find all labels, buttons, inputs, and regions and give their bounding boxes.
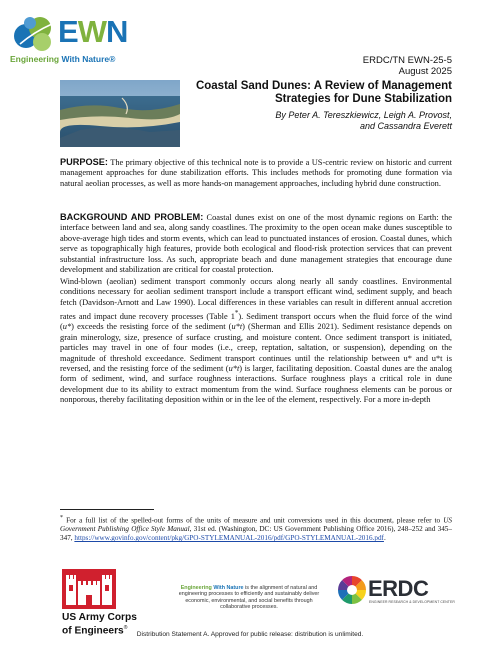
erdc-subtitle: ENGINEER RESEARCH & DEVELOPMENT CENTER (369, 600, 455, 604)
erdc-logo-text: ERDC (368, 576, 429, 601)
body-paragraph: Wind-blown (aeolian) sediment transport commonly occurs along nearly all sandy coastlines. Environmental conditions necessary for aeolian sediment transport include a transport efficant wind, sediment supply, and beach fetch (Davidson-Arnott and Law 1990). Local differences in these variables can result in different annual accretion rates and impact dune recovery processes (Table 1*). Sediment transport occurs when the fluid force of the wind (u*) exceeds the resisting force of the sediment (u*t) (Sherman and Ellis 2021). Sediment resistance depends on grain minerology, size, presence of surface crusting, and moisture content. Once sediment transport is initiated, particles may travel in one of four modes (i.e., creep, reptation, saltation, or suspension), depending on the magnitude of threshold exceedance. Sediment transport continues until the relationship between u* and u*t is reversed, and the resisting force of the sediment (u*t) is larger, facilitating deposition. Coastal dunes are the analog form of sediment, wind, and surface roughness interactions. Surface roughness plays a critical role in dune development due to its ability to extract momentum from the wind. Surface roughness elements can be porous or nonporous, thereby facilitating deposition within or in the lee of the element, respectively. For a more in-depth (60, 277, 452, 405)
ewn-description: Engineering With Nature is the alignment of natural and engineering processes to efficiently and sustainably deliver economic, environmental, and social benefits through collaborative processes. (178, 585, 320, 611)
ewn-logo-text: EWN (58, 14, 128, 49)
footnote-reference[interactable]: * (234, 309, 239, 318)
report-date: August 2025 (398, 66, 452, 77)
footnote-divider (60, 509, 154, 510)
background-label: BACKGROUND AND PROBLEM: (60, 212, 204, 222)
authors-line-1: By Peter A. Tereszkiewicz, Leigh A. Provost, (275, 110, 452, 120)
footnote-link[interactable]: https://www.govinfo.gov/content/pkg/GPO-STYLEMANUAL-2016/pdf/GPO-STYLEMANUAL-2016.pdf (74, 534, 384, 543)
erdc-logo-icon (337, 575, 367, 605)
usace-name: US Army Corps of Engineers® (62, 612, 137, 637)
usace-castle-icon (62, 569, 116, 609)
purpose-paragraph (60, 157, 452, 189)
document-authors (162, 110, 452, 132)
distribution-statement: Distribution Statement A. Approved for public release: distribution is unlimited. (136, 631, 364, 638)
ewn-tagline: Engineering With Nature® (10, 54, 116, 64)
document-title: Coastal Sand Dunes: A Review of Management Strategies for Dune Stabilization (195, 80, 452, 105)
purpose-text: The primary objective of this technical note is to provide a US-centric review on historic and current management approaches for dune stabilization efforts. This includes methods for promoting dune formation via natural aeolian processes, as well as more hands-on management approaches, including hybrid dune construction. (60, 158, 452, 188)
footnote: * For a full list of the spelled-out forms of the units of measure and unit conversions used in this document, please refer to US Government Publishing Office Style Manual, 31st ed. (Washington, DC: US Government Publishing Office 2016), 248–252 and 345–347, https://www.govinfo.gov/content/pkg/GPO-STYLEMANUAL-2016/pdf/GPO-STYLEMANUAL-2016.pdf. (60, 515, 452, 543)
background-paragraph (60, 212, 452, 275)
authors-line-2: and Cassandra Everett (359, 121, 452, 131)
ewn-logo-leaves-icon (12, 14, 58, 54)
report-number: ERDC/TN EWN-25-5 (362, 55, 452, 66)
purpose-label: PURPOSE: (60, 157, 108, 167)
background-text: Coastal dunes exist on one of the most dynamic regions on Earth: the interface between land and sea, along sandy coastlines. The proximity to the open ocean make dunes susceptible to above-average high tides and storm events, which can lead to punctuated instances of erosion. Coastal dunes, which serve as topographically high features, provide both ecological and flood-risk protection services that can prevent substantial infrastructure loss. As such, appropriate beach and dune management strategies that encourage dune development and stabilization are critical for coastal protection. (60, 213, 453, 275)
